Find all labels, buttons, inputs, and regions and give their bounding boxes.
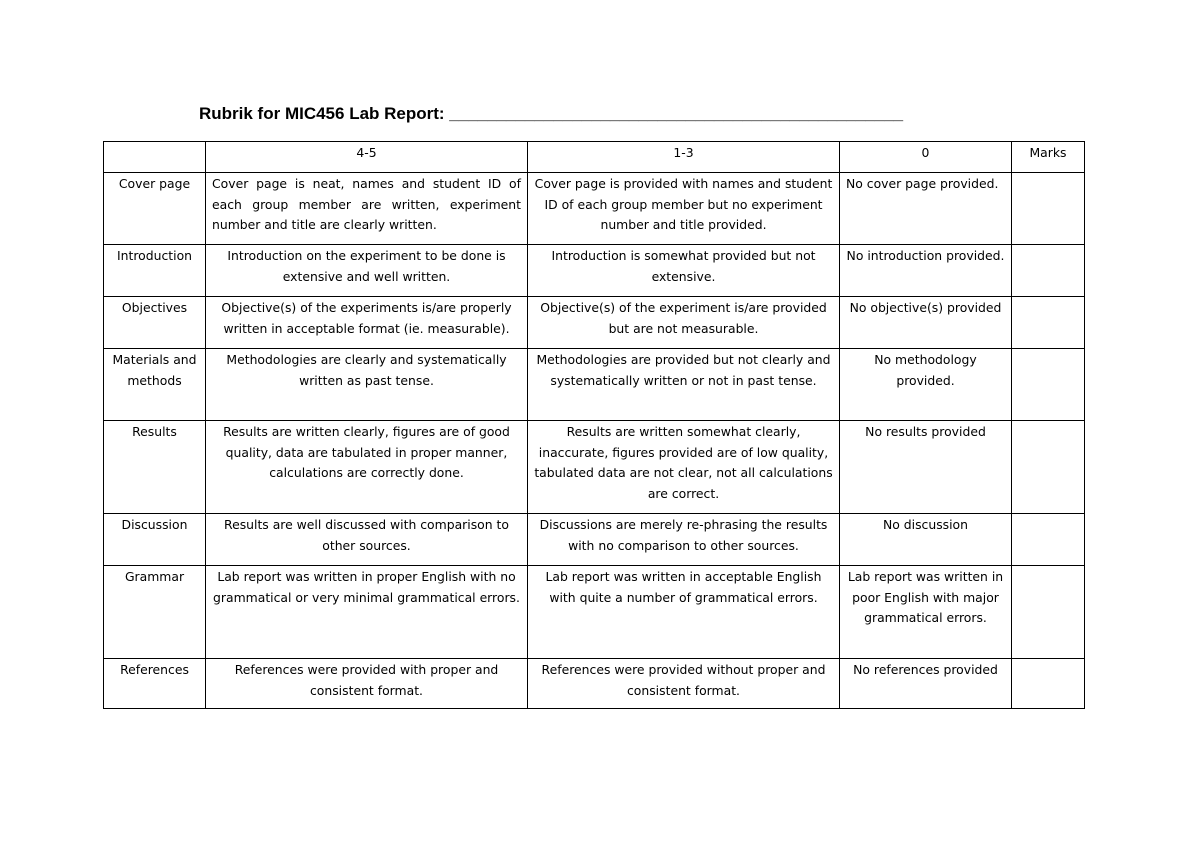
score-0-cell: No references provided: [840, 659, 1012, 709]
criterion-cell: Materials and methods: [104, 349, 206, 421]
marks-cell: [1012, 566, 1085, 659]
criterion-cell: Results: [104, 421, 206, 514]
table-row: [104, 659, 1085, 709]
marks-cell: [1012, 421, 1085, 514]
criterion-cell: Discussion: [104, 514, 206, 566]
score-1-3-cell: Discussions are merely re-phrasing the results with no comparison to other sources.: [528, 514, 840, 566]
score-1-3-cell: Methodologies are provided but not clearly and systematically written or not in past tense.: [528, 349, 840, 421]
score-4-5-cell: References were provided with proper and consistent format.: [206, 659, 528, 709]
score-1-3-cell: Cover page is provided with names and student ID of each group member but no experiment number and title provided.: [528, 173, 840, 245]
header-score-0: 0: [840, 142, 1012, 173]
score-0-cell: No introduction provided.: [840, 245, 1012, 297]
score-4-5-cell: Results are well discussed with comparison to other sources.: [206, 514, 528, 566]
score-0-cell: No discussion: [840, 514, 1012, 566]
score-1-3-cell: Introduction is somewhat provided but not extensive.: [528, 245, 840, 297]
marks-cell: [1012, 245, 1085, 297]
page-title: Rubrik for MIC456 Lab Report: ________________________________________________: [199, 104, 904, 123]
table-row: [104, 421, 1085, 514]
score-4-5-cell: Cover page is neat, names and student ID of each group member are written, experiment number and title are clearly written.: [206, 173, 528, 245]
marks-cell: [1012, 173, 1085, 245]
table-row: [104, 349, 1085, 421]
score-0-cell: No methodology provided.: [840, 349, 1012, 421]
score-4-5-cell: Results are written clearly, figures are of good quality, data are tabulated in proper manner, calculations are correctly done.: [206, 421, 528, 514]
criterion-cell: Introduction: [104, 245, 206, 297]
table-row: [104, 566, 1085, 659]
score-1-3-cell: References were provided without proper and consistent format.: [528, 659, 840, 709]
score-4-5-cell: Lab report was written in proper English with no grammatical or very minimal grammatical errors.: [206, 566, 528, 659]
score-1-3-cell: Results are written somewhat clearly, inaccurate, figures provided are of low quality, tabulated data are not clear, not all calculations are correct.: [528, 421, 840, 514]
score-0-cell: No cover page provided.: [840, 173, 1012, 245]
header-score-1-3: 1-3: [528, 142, 840, 173]
criterion-cell: Objectives: [104, 297, 206, 349]
score-0-cell: No objective(s) provided: [840, 297, 1012, 349]
score-4-5-cell: Objective(s) of the experiments is/are properly written in acceptable format (ie. measurable).: [206, 297, 528, 349]
header-criterion: [104, 142, 206, 173]
table-row: [104, 245, 1085, 297]
table-header-row: [104, 142, 1085, 173]
score-4-5-cell: Methodologies are clearly and systematically written as past tense.: [206, 349, 528, 421]
table-row: [104, 297, 1085, 349]
table-row: [104, 173, 1085, 245]
score-1-3-cell: Objective(s) of the experiment is/are provided but are not measurable.: [528, 297, 840, 349]
score-0-cell: No results provided: [840, 421, 1012, 514]
marks-cell: [1012, 297, 1085, 349]
header-marks: Marks: [1012, 142, 1085, 173]
criterion-cell: References: [104, 659, 206, 709]
criterion-cell: Cover page: [104, 173, 206, 245]
marks-cell: [1012, 514, 1085, 566]
score-0-cell: Lab report was written in poor English with major grammatical errors.: [840, 566, 1012, 659]
rubric-table: [103, 141, 1085, 709]
score-1-3-cell: Lab report was written in acceptable English with quite a number of grammatical errors.: [528, 566, 840, 659]
marks-cell: [1012, 659, 1085, 709]
table-row: [104, 514, 1085, 566]
criterion-cell: Grammar: [104, 566, 206, 659]
score-4-5-cell: Introduction on the experiment to be done is extensive and well written.: [206, 245, 528, 297]
header-score-4-5: 4-5: [206, 142, 528, 173]
marks-cell: [1012, 349, 1085, 421]
